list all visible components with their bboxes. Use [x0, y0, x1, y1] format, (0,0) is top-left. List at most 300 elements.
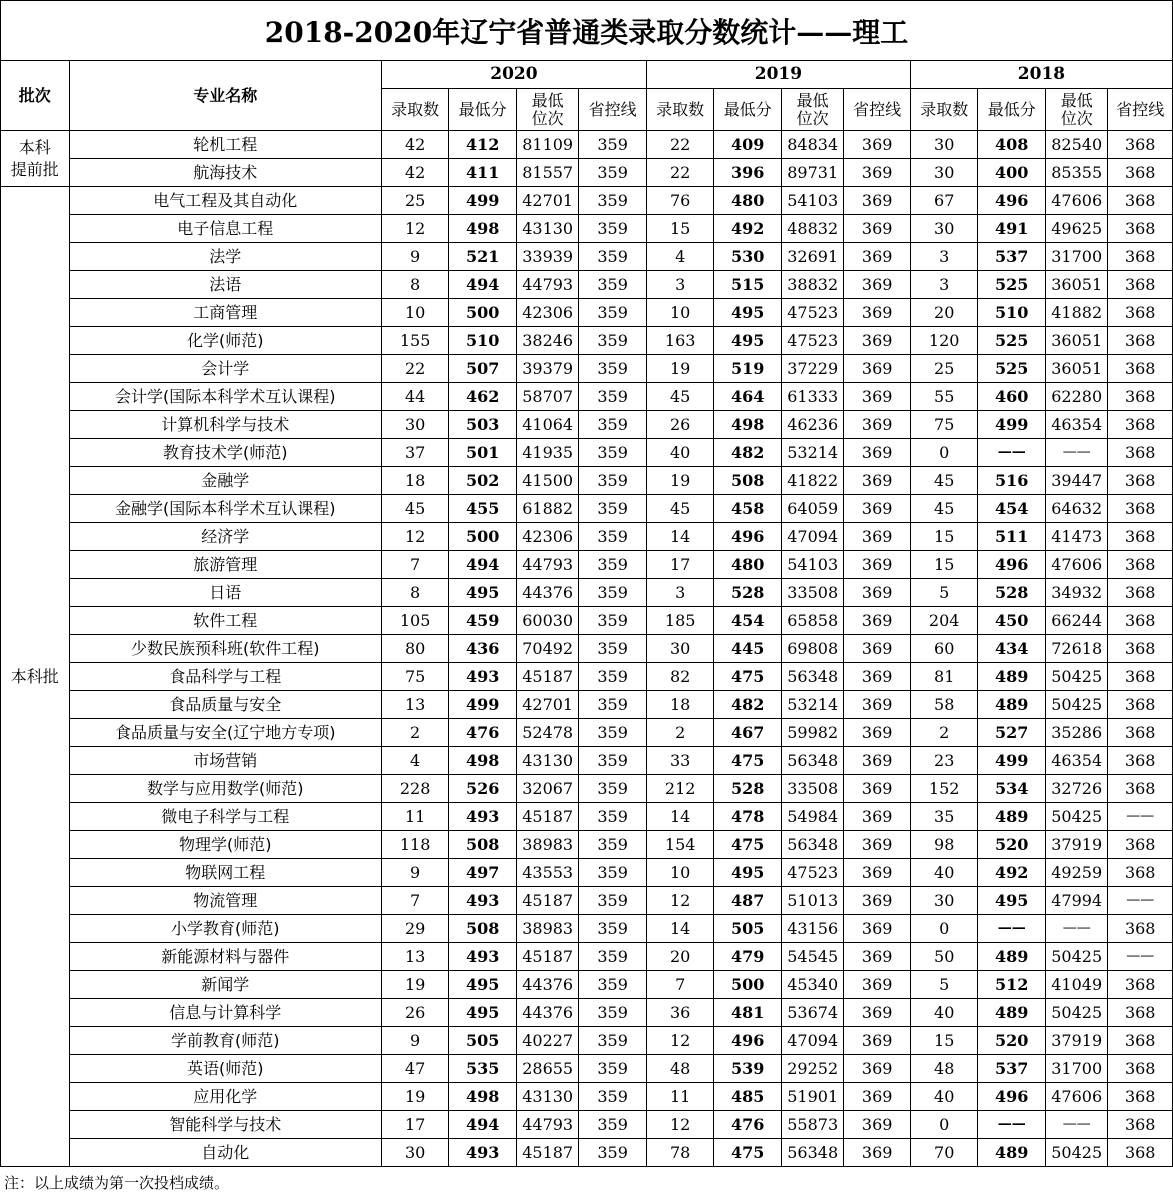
min-score-cell: 537: [978, 243, 1046, 271]
control-line-cell: 359: [579, 747, 647, 775]
min-rank-cell: 42701: [516, 691, 578, 719]
control-line-cell: 369: [844, 943, 911, 971]
min-score-cell: 476: [714, 1111, 782, 1139]
min-score-cell: 526: [449, 775, 517, 803]
subheader-2019-1: 最低分: [714, 89, 782, 131]
control-line-cell: 369: [844, 131, 911, 159]
control-line-cell: 369: [844, 719, 911, 747]
min-score-cell: 494: [449, 271, 517, 299]
control-line-cell: 369: [844, 691, 911, 719]
control-line-cell: 369: [844, 635, 911, 663]
min-score-cell: 400: [978, 159, 1046, 187]
admit-count-cell: 9: [381, 243, 449, 271]
min-rank-cell: 46354: [1045, 747, 1107, 775]
control-line-cell: 368: [1108, 551, 1173, 579]
admit-count-cell: 3: [910, 271, 978, 299]
batch-cell: 本科批: [1, 187, 70, 1167]
min-score-cell: 495: [714, 859, 782, 887]
control-line-cell: 359: [579, 1027, 647, 1055]
major-name-cell: 日语: [69, 579, 381, 607]
major-name-cell: 物流管理: [69, 887, 381, 915]
min-score-cell: 495: [449, 579, 517, 607]
table-row: [1, 1111, 1173, 1139]
min-score-cell: ——: [978, 439, 1046, 467]
control-line-cell: 369: [844, 1055, 911, 1083]
min-score-cell: 495: [714, 299, 782, 327]
admit-count-cell: 44: [381, 383, 449, 411]
major-name-cell: 新闻学: [69, 971, 381, 999]
control-line-cell: 368: [1108, 859, 1173, 887]
min-score-cell: 499: [449, 187, 517, 215]
min-rank-cell: 45187: [516, 943, 578, 971]
major-name-cell: 食品质量与安全(辽宁地方专项): [69, 719, 381, 747]
control-line-cell: 368: [1108, 187, 1173, 215]
admit-count-cell: 20: [646, 943, 714, 971]
min-score-cell: 537: [978, 1055, 1046, 1083]
table-row: [1, 1055, 1173, 1083]
control-line-cell: 369: [844, 1083, 911, 1111]
min-score-cell: 396: [714, 159, 782, 187]
min-score-cell: 412: [449, 131, 517, 159]
admit-count-cell: 204: [910, 607, 978, 635]
min-rank-cell: 72618: [1045, 635, 1107, 663]
min-score-cell: 497: [449, 859, 517, 887]
control-line-cell: 368: [1108, 719, 1173, 747]
major-name-cell: 航海技术: [69, 159, 381, 187]
control-line-cell: 359: [579, 187, 647, 215]
control-line-cell: 369: [844, 355, 911, 383]
admit-count-cell: 40: [910, 859, 978, 887]
admit-count-cell: 9: [381, 859, 449, 887]
min-score-cell: 500: [449, 523, 517, 551]
control-line-cell: 359: [579, 439, 647, 467]
major-name-cell: 信息与计算科学: [69, 999, 381, 1027]
table-row: [1, 299, 1173, 327]
min-score-cell: 459: [449, 607, 517, 635]
control-line-cell: 359: [579, 775, 647, 803]
table-row: [1, 215, 1173, 243]
admit-count-cell: 42: [381, 131, 449, 159]
major-name-cell: 法语: [69, 271, 381, 299]
year-header-2019: 2019: [646, 61, 910, 89]
major-name-cell: 数学与应用数学(师范): [69, 775, 381, 803]
min-rank-cell: 42701: [516, 187, 578, 215]
year-header-2020: 2020: [381, 61, 646, 89]
major-name-cell: 会计学(国际本科学术互认课程): [69, 383, 381, 411]
major-name-cell: 金融学: [69, 467, 381, 495]
control-line-cell: 369: [844, 271, 911, 299]
min-score-cell: 535: [449, 1055, 517, 1083]
min-rank-cell: 33508: [781, 775, 843, 803]
min-rank-cell: 38832: [781, 271, 843, 299]
table-row: [1, 131, 1173, 159]
admit-count-cell: 25: [910, 355, 978, 383]
min-rank-cell: 70492: [516, 635, 578, 663]
admit-count-cell: 22: [646, 159, 714, 187]
min-score-cell: 505: [714, 915, 782, 943]
major-name-cell: 食品质量与安全: [69, 691, 381, 719]
min-score-cell: 475: [714, 663, 782, 691]
min-rank-cell: 48832: [781, 215, 843, 243]
table-row: [1, 1139, 1173, 1167]
min-score-cell: 505: [449, 1027, 517, 1055]
admit-count-cell: 14: [646, 915, 714, 943]
control-line-cell: 368: [1108, 159, 1173, 187]
min-rank-cell: 49259: [1045, 859, 1107, 887]
control-line-cell: 369: [844, 663, 911, 691]
min-rank-cell: 46354: [1045, 411, 1107, 439]
control-line-cell: 369: [844, 467, 911, 495]
min-score-cell: 525: [978, 327, 1046, 355]
min-score-cell: 498: [714, 411, 782, 439]
min-score-cell: 496: [714, 523, 782, 551]
control-line-cell: 368: [1108, 1083, 1173, 1111]
control-line-cell: 368: [1108, 271, 1173, 299]
control-line-cell: 369: [844, 299, 911, 327]
admit-count-cell: 47: [381, 1055, 449, 1083]
min-score-cell: 495: [449, 971, 517, 999]
table-row: [1, 635, 1173, 663]
admit-count-cell: 17: [381, 1111, 449, 1139]
min-rank-cell: 50425: [1045, 691, 1107, 719]
major-name-cell: 物理学(师范): [69, 831, 381, 859]
table-row: [1, 887, 1173, 915]
min-rank-cell: 39447: [1045, 467, 1107, 495]
control-line-cell: ——: [1108, 803, 1173, 831]
subheader-2019-2: 最低 位次: [781, 89, 843, 131]
min-rank-cell: 62280: [1045, 383, 1107, 411]
min-score-cell: 499: [449, 691, 517, 719]
admit-count-cell: 11: [381, 803, 449, 831]
min-score-cell: 515: [714, 271, 782, 299]
subheader-2020-3: 省控线: [579, 89, 647, 131]
min-score-cell: 492: [978, 859, 1046, 887]
min-score-cell: 475: [714, 747, 782, 775]
admit-count-cell: 37: [381, 439, 449, 467]
admit-count-cell: 58: [910, 691, 978, 719]
min-rank-cell: 85355: [1045, 159, 1107, 187]
table-row: [1, 439, 1173, 467]
admit-count-cell: 5: [910, 579, 978, 607]
control-line-cell: 359: [579, 579, 647, 607]
min-score-cell: 487: [714, 887, 782, 915]
min-rank-cell: 56348: [781, 663, 843, 691]
control-line-cell: 359: [579, 271, 647, 299]
admit-count-cell: 30: [910, 887, 978, 915]
subheader-2020-2: 最低 位次: [516, 89, 578, 131]
admit-count-cell: 33: [646, 747, 714, 775]
admit-count-cell: 2: [646, 719, 714, 747]
admit-count-cell: 23: [910, 747, 978, 775]
subheader-2018-1: 最低分: [978, 89, 1046, 131]
control-line-cell: 368: [1108, 299, 1173, 327]
control-line-cell: 368: [1108, 691, 1173, 719]
min-rank-cell: 35286: [1045, 719, 1107, 747]
control-line-cell: 368: [1108, 999, 1173, 1027]
admit-count-cell: 30: [646, 635, 714, 663]
admit-count-cell: 81: [910, 663, 978, 691]
control-line-cell: 368: [1108, 411, 1173, 439]
min-rank-cell: 50425: [1045, 999, 1107, 1027]
control-line-cell: 369: [844, 831, 911, 859]
min-rank-cell: 42306: [516, 523, 578, 551]
min-score-cell: 489: [978, 943, 1046, 971]
control-line-cell: 359: [579, 495, 647, 523]
subheader-2020-1: 最低分: [449, 89, 517, 131]
major-name-cell: 会计学: [69, 355, 381, 383]
table-row: [1, 747, 1173, 775]
admit-count-cell: 13: [381, 943, 449, 971]
min-score-cell: 496: [978, 551, 1046, 579]
min-score-cell: 500: [714, 971, 782, 999]
table-row: [1, 327, 1173, 355]
min-rank-cell: 45187: [516, 803, 578, 831]
min-rank-cell: 47523: [781, 327, 843, 355]
min-score-cell: 493: [449, 663, 517, 691]
control-line-cell: 359: [579, 1083, 647, 1111]
admit-count-cell: 10: [646, 859, 714, 887]
min-rank-cell: 69808: [781, 635, 843, 663]
admit-count-cell: 30: [910, 215, 978, 243]
control-line-cell: 359: [579, 383, 647, 411]
admit-count-cell: 185: [646, 607, 714, 635]
min-rank-cell: 64632: [1045, 495, 1107, 523]
control-line-cell: 369: [844, 1111, 911, 1139]
control-line-cell: 368: [1108, 131, 1173, 159]
control-line-cell: 368: [1108, 383, 1173, 411]
control-line-cell: 359: [579, 551, 647, 579]
min-score-cell: 498: [449, 1083, 517, 1111]
admit-count-cell: 4: [646, 243, 714, 271]
subheader-2020-0: 录取数: [381, 89, 449, 131]
control-line-cell: 369: [844, 243, 911, 271]
min-score-cell: 480: [714, 187, 782, 215]
min-rank-cell: 36051: [1045, 355, 1107, 383]
min-rank-cell: 81109: [516, 131, 578, 159]
major-name-cell: 经济学: [69, 523, 381, 551]
table-row: [1, 495, 1173, 523]
min-rank-cell: 47094: [781, 1027, 843, 1055]
min-rank-cell: 43130: [516, 1083, 578, 1111]
admit-count-cell: 12: [646, 1027, 714, 1055]
min-rank-cell: 37919: [1045, 831, 1107, 859]
min-rank-cell: 51013: [781, 887, 843, 915]
table-row: [1, 607, 1173, 635]
min-score-cell: 489: [978, 1139, 1046, 1167]
admit-count-cell: 3: [910, 243, 978, 271]
min-rank-cell: 66244: [1045, 607, 1107, 635]
control-line-cell: 359: [579, 831, 647, 859]
min-score-cell: 478: [714, 803, 782, 831]
admit-count-cell: 12: [646, 887, 714, 915]
min-rank-cell: 47523: [781, 859, 843, 887]
table-row: [1, 579, 1173, 607]
control-line-cell: 359: [579, 355, 647, 383]
control-line-cell: 369: [844, 439, 911, 467]
admit-count-cell: 48: [646, 1055, 714, 1083]
min-rank-cell: 50425: [1045, 1139, 1107, 1167]
control-line-cell: 359: [579, 243, 647, 271]
min-rank-cell: 56348: [781, 1139, 843, 1167]
min-score-cell: ——: [978, 915, 1046, 943]
admit-count-cell: 67: [910, 187, 978, 215]
min-rank-cell: 44793: [516, 551, 578, 579]
min-score-cell: 510: [978, 299, 1046, 327]
admit-count-cell: 36: [646, 999, 714, 1027]
major-name-cell: 应用化学: [69, 1083, 381, 1111]
min-score-cell: 411: [449, 159, 517, 187]
min-score-cell: 464: [714, 383, 782, 411]
control-line-cell: 368: [1108, 635, 1173, 663]
min-score-cell: 511: [978, 523, 1046, 551]
min-score-cell: 467: [714, 719, 782, 747]
min-score-cell: 496: [978, 1083, 1046, 1111]
min-score-cell: 450: [978, 607, 1046, 635]
admit-count-cell: 78: [646, 1139, 714, 1167]
table-row: [1, 551, 1173, 579]
control-line-cell: 368: [1108, 467, 1173, 495]
control-line-cell: 359: [579, 1111, 647, 1139]
min-rank-cell: 31700: [1045, 243, 1107, 271]
min-score-cell: 530: [714, 243, 782, 271]
control-line-cell: 359: [579, 971, 647, 999]
major-name-cell: 物联网工程: [69, 859, 381, 887]
min-rank-cell: 44376: [516, 971, 578, 999]
min-rank-cell: 50425: [1045, 803, 1107, 831]
major-name-cell: 轮机工程: [69, 131, 381, 159]
control-line-cell: 359: [579, 999, 647, 1027]
min-score-cell: 408: [978, 131, 1046, 159]
major-header: 专业名称: [69, 61, 381, 131]
min-rank-cell: 42306: [516, 299, 578, 327]
control-line-cell: 359: [579, 1055, 647, 1083]
admit-count-cell: 0: [910, 915, 978, 943]
min-rank-cell: 33939: [516, 243, 578, 271]
admit-count-cell: 120: [910, 327, 978, 355]
control-line-cell: 368: [1108, 607, 1173, 635]
min-score-cell: 500: [449, 299, 517, 327]
min-score-cell: 520: [978, 831, 1046, 859]
admit-count-cell: 3: [646, 271, 714, 299]
min-score-cell: 521: [449, 243, 517, 271]
control-line-cell: 368: [1108, 1139, 1173, 1167]
min-rank-cell: 43130: [516, 747, 578, 775]
admit-count-cell: 45: [646, 495, 714, 523]
min-score-cell: 491: [978, 215, 1046, 243]
table-row: [1, 943, 1173, 971]
admit-count-cell: 42: [381, 159, 449, 187]
min-rank-cell: 51901: [781, 1083, 843, 1111]
min-score-cell: 475: [714, 1139, 782, 1167]
admit-count-cell: 60: [910, 635, 978, 663]
min-score-cell: 454: [978, 495, 1046, 523]
control-line-cell: 369: [844, 159, 911, 187]
subheader-2018-0: 录取数: [910, 89, 978, 131]
control-line-cell: 368: [1108, 215, 1173, 243]
major-name-cell: 软件工程: [69, 607, 381, 635]
admit-count-cell: 19: [381, 971, 449, 999]
min-score-cell: 493: [449, 887, 517, 915]
admit-count-cell: 75: [381, 663, 449, 691]
admit-count-cell: 30: [381, 1139, 449, 1167]
min-score-cell: 454: [714, 607, 782, 635]
min-rank-cell: 54103: [781, 551, 843, 579]
min-score-cell: 462: [449, 383, 517, 411]
min-rank-cell: 41064: [516, 411, 578, 439]
control-line-cell: 368: [1108, 663, 1173, 691]
admit-count-cell: 20: [910, 299, 978, 327]
table-row: [1, 775, 1173, 803]
control-line-cell: 368: [1108, 915, 1173, 943]
major-name-cell: 微电子科学与工程: [69, 803, 381, 831]
min-rank-cell: 45187: [516, 887, 578, 915]
admit-count-cell: 0: [910, 439, 978, 467]
admit-count-cell: 8: [381, 579, 449, 607]
min-rank-cell: 58707: [516, 383, 578, 411]
min-score-cell: 458: [714, 495, 782, 523]
table-row: [1, 691, 1173, 719]
admit-count-cell: 105: [381, 607, 449, 635]
table-row: [1, 383, 1173, 411]
batch-header: 批次: [1, 61, 70, 131]
major-name-cell: 计算机科学与技术: [69, 411, 381, 439]
min-score-cell: ——: [978, 1111, 1046, 1139]
control-line-cell: 369: [844, 775, 911, 803]
min-rank-cell: 40227: [516, 1027, 578, 1055]
major-name-cell: 英语(师范): [69, 1055, 381, 1083]
admit-count-cell: 14: [646, 803, 714, 831]
min-rank-cell: 46236: [781, 411, 843, 439]
footnote: 注：以上成绩为第一次投档成绩。: [4, 1174, 230, 1192]
control-line-cell: 369: [844, 887, 911, 915]
control-line-cell: 369: [844, 1027, 911, 1055]
admit-count-cell: 12: [646, 1111, 714, 1139]
min-score-cell: 493: [449, 1139, 517, 1167]
min-rank-cell: 37229: [781, 355, 843, 383]
min-score-cell: 480: [714, 551, 782, 579]
subheader-2019-3: 省控线: [844, 89, 911, 131]
control-line-cell: 359: [579, 607, 647, 635]
control-line-cell: 369: [844, 859, 911, 887]
min-rank-cell: 54984: [781, 803, 843, 831]
min-rank-cell: 84834: [781, 131, 843, 159]
control-line-cell: 368: [1108, 1027, 1173, 1055]
min-score-cell: 528: [978, 579, 1046, 607]
min-rank-cell: 61333: [781, 383, 843, 411]
control-line-cell: 368: [1108, 523, 1173, 551]
admit-count-cell: 76: [646, 187, 714, 215]
admit-count-cell: 19: [381, 1083, 449, 1111]
control-line-cell: 368: [1108, 355, 1173, 383]
admit-count-cell: 228: [381, 775, 449, 803]
min-score-cell: 476: [449, 719, 517, 747]
admission-score-table: [0, 60, 1173, 1167]
admit-count-cell: 22: [381, 355, 449, 383]
control-line-cell: 369: [844, 523, 911, 551]
admit-count-cell: 48: [910, 1055, 978, 1083]
admit-count-cell: 26: [646, 411, 714, 439]
control-line-cell: 359: [579, 635, 647, 663]
admit-count-cell: 4: [381, 747, 449, 775]
min-score-cell: 482: [714, 691, 782, 719]
admit-count-cell: 29: [381, 915, 449, 943]
control-line-cell: 369: [844, 999, 911, 1027]
min-score-cell: 508: [449, 831, 517, 859]
min-score-cell: 528: [714, 579, 782, 607]
control-line-cell: 368: [1108, 1111, 1173, 1139]
admit-count-cell: 8: [381, 271, 449, 299]
control-line-cell: 369: [844, 383, 911, 411]
